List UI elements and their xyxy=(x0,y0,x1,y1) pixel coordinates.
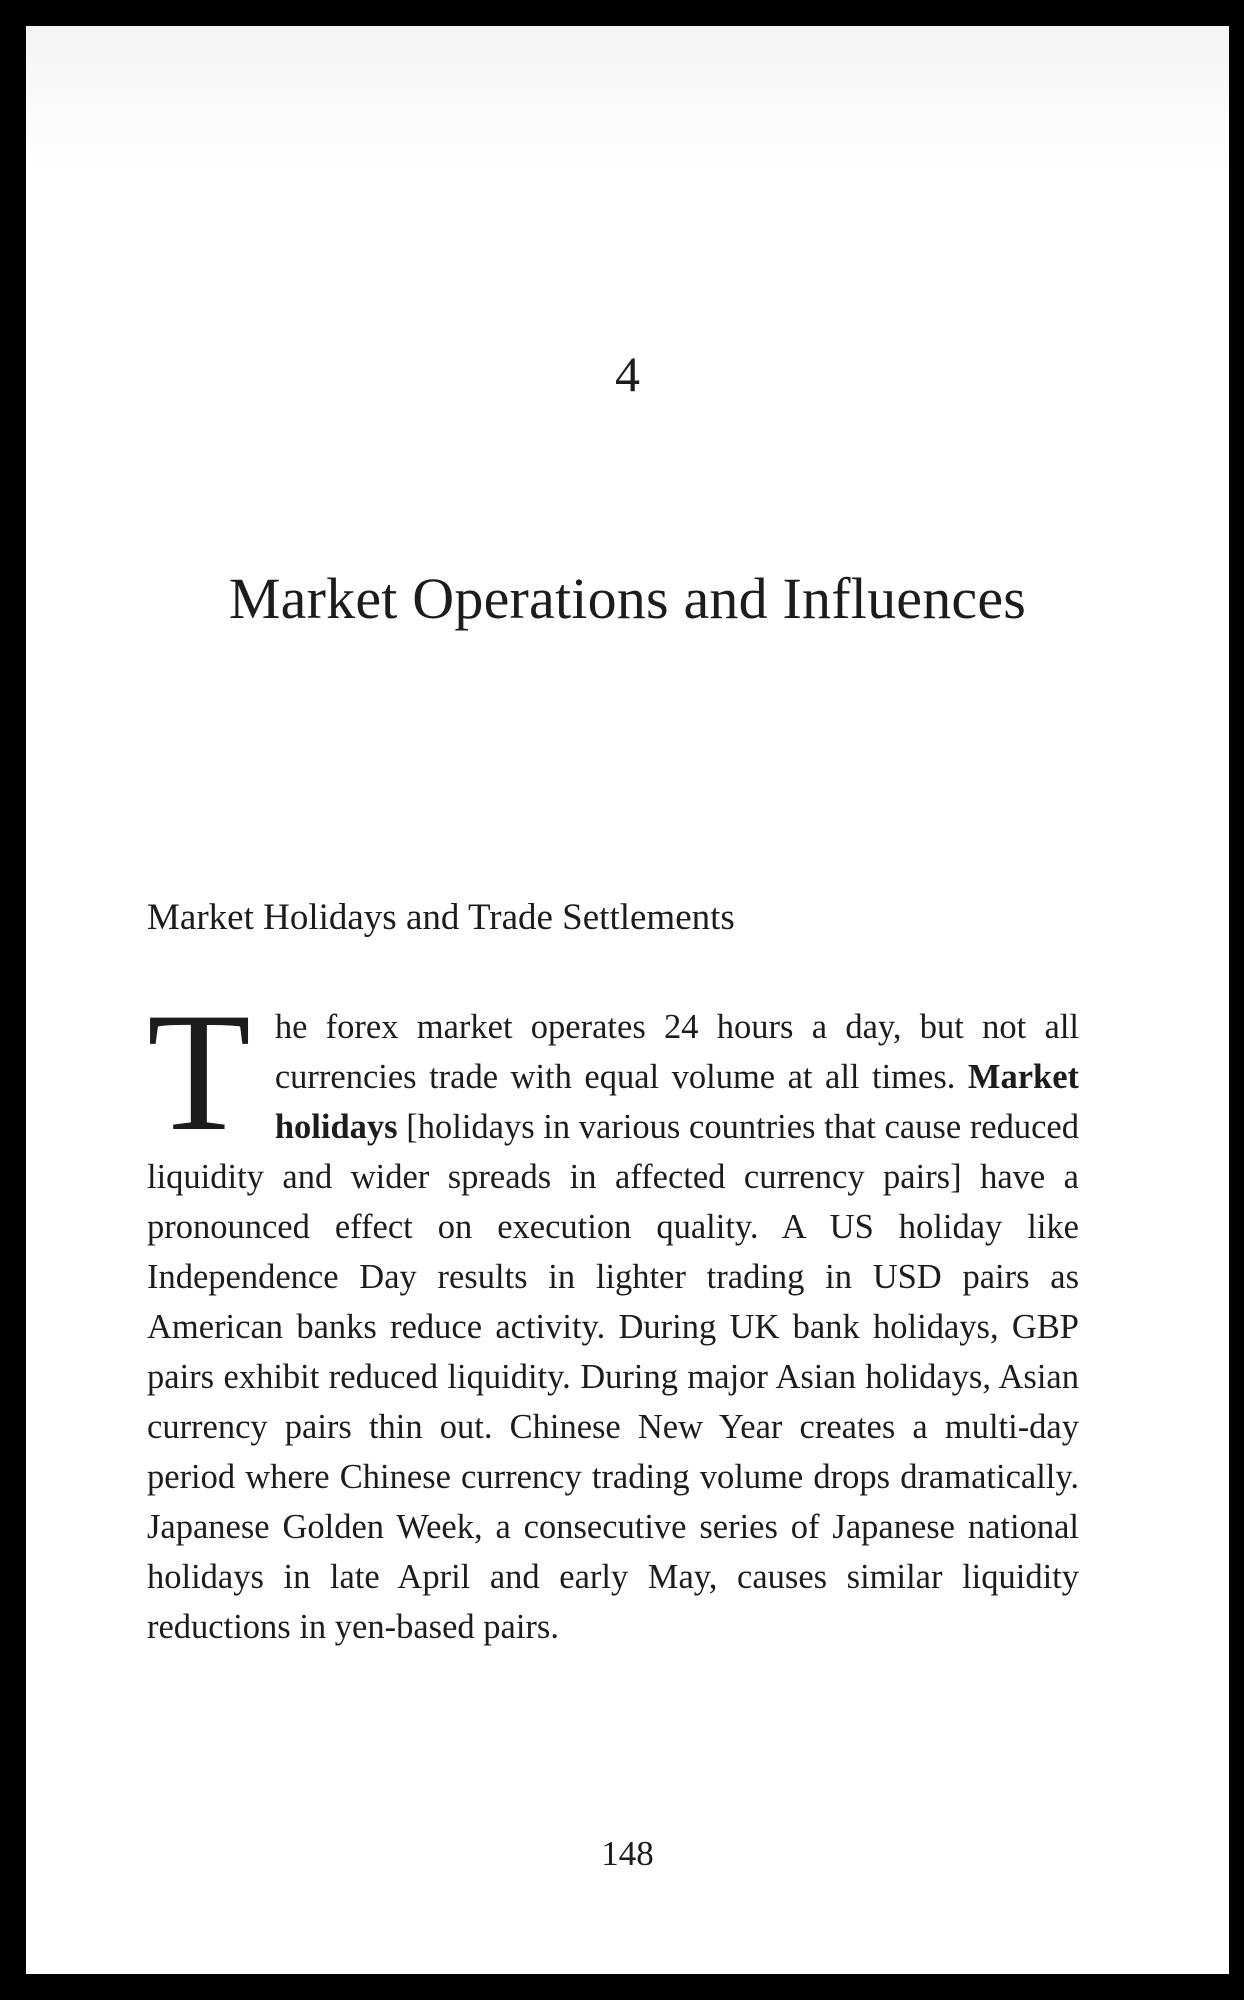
page-number: 148 xyxy=(601,1834,654,1873)
body-paragraph xyxy=(147,978,1079,1652)
page-top-shading xyxy=(26,26,1229,176)
drop-cap: T xyxy=(147,978,251,1166)
section-heading: Market Holidays and Trade Settlements xyxy=(147,897,735,938)
defined-term: Market holidays xyxy=(274,1058,1079,1146)
chapter-number: 4 xyxy=(615,346,640,402)
book-page xyxy=(26,26,1229,1974)
chapter-title: Market Operations and Influences xyxy=(228,566,1027,631)
paragraph-rest: [holidays in various countries that cause reduced liquidity and wider spreads in affected currency pairs] have a pronounced effect on execution quality. A US holiday like Independence Day results in lighter trading in USD pairs as American banks reduce activity. During UK bank holidays, GBP pairs exhibit reduced liquidity. During major Asian holidays, Asian currency pairs thin out. Chinese New Year creates a multi-day period where Chinese currency trading volume drops dramatically. Japanese Golden Week, a consecutive series of Japanese national holidays in late April and early May, causes similar liquidity reductions in yen-based pairs. xyxy=(147,1108,1079,1646)
paragraph-intro: he forex market operates 24 hours a day, but not all currencies trade with equal volume at all times. xyxy=(274,1008,1079,1096)
